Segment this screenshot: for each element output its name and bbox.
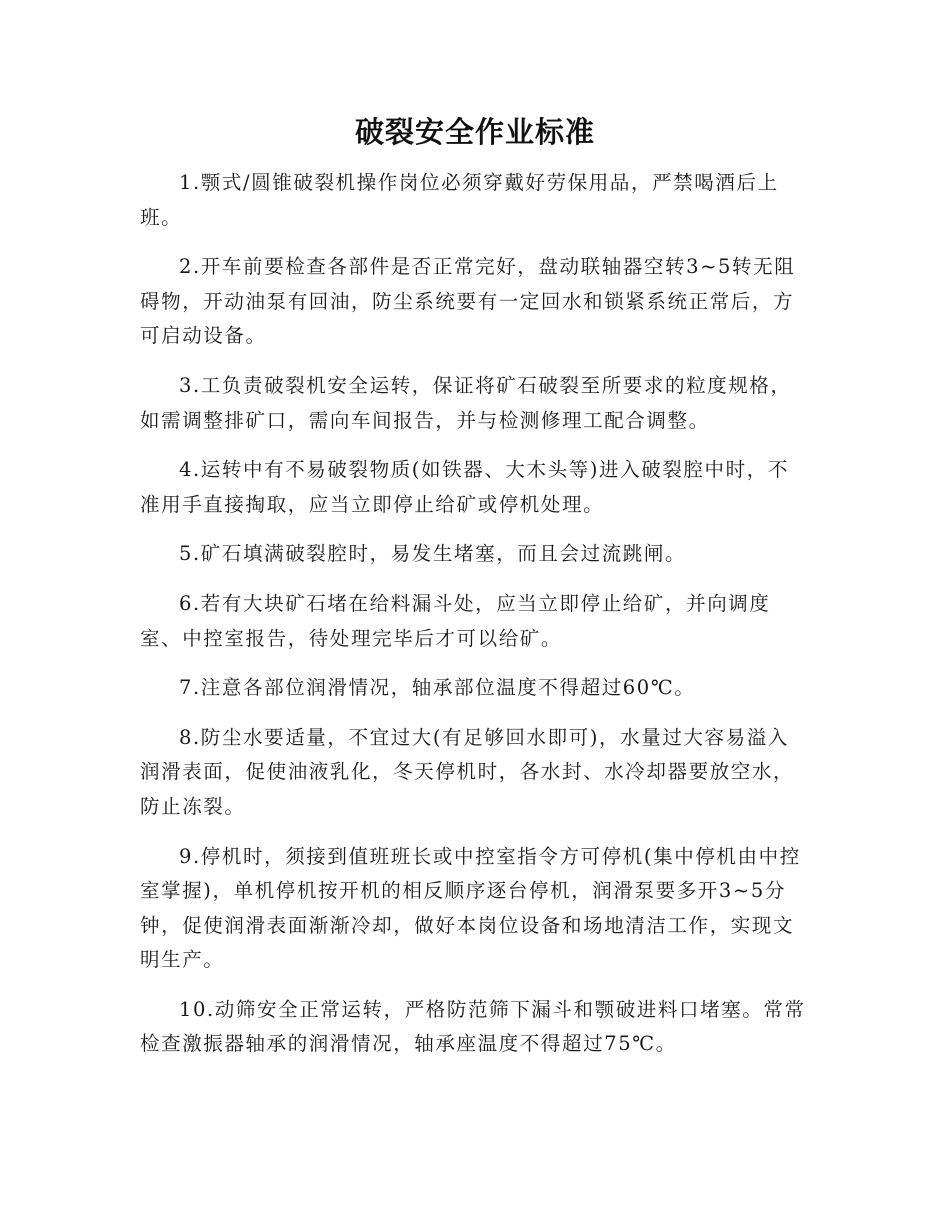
document-body xyxy=(140,166,808,1077)
paragraph-1: 1.颚式/圆锥破裂机操作岗位必须穿戴好劳保用品，严禁喝酒后上班。 xyxy=(140,171,779,229)
paragraph-3: 3.工负责破裂机安全运转，保证将矿石破裂至所要求的粒度规格，如需调整排矿口，需向车间报告，并与检测修理工配合调整。 xyxy=(140,373,792,432)
paragraph-7: 7.注意各部位润滑情况，轴承部位温度不得超过60℃。 xyxy=(179,676,696,700)
document-title: 破裂安全作业标准 xyxy=(354,115,595,149)
paragraph-10: 10.动筛安全正常运转，严格防范筛下漏斗和颚破进料口堵塞。常常检查激振器轴承的润滑情况，轴承座温度不得超过75℃。 xyxy=(140,997,806,1056)
paragraph-6: 6.若有大块矿石堵在给料漏斗处，应当立即停止给矿，并向调度室、中控室报告，待处理完毕后才可以给矿。 xyxy=(140,591,771,650)
paragraph-8: 8.防尘水要适量，不宜过大(有足够回水即可)，水量过大容易溢入润滑表面，促使油液乳化，冬天停机时，各水封、水冷却器要放空水，防止冻裂。 xyxy=(140,725,795,818)
paragraph-9: 9.停机时，须接到值班班长或中控室指令方可停机(集中停机由中控室掌握)，单机停机按开机的相反顺序逐台停机，润滑泵要多开3~5分钟，促使润滑表面渐渐冷却，做好本岗位设备和场地清洁工作，实现文明生产。 xyxy=(140,844,801,972)
paragraph-2: 2.开车前要检查各部件是否正常完好，盘动联轴器空转3~5转无阻碍物，开动油泵有回油，防尘系统要有一定回水和锁紧系统正常后，方可启动设备。 xyxy=(140,255,796,348)
paragraph-4: 4.运转中有不易破裂物质(如铁器、大木头等)进入破裂腔中时，不准用手直接掏取，应当立即停止给矿或停机处理。 xyxy=(140,458,789,516)
paragraph-5: 5.矿石填满破裂腔时，易发生堵塞，而且会过流跳闸。 xyxy=(179,542,687,566)
